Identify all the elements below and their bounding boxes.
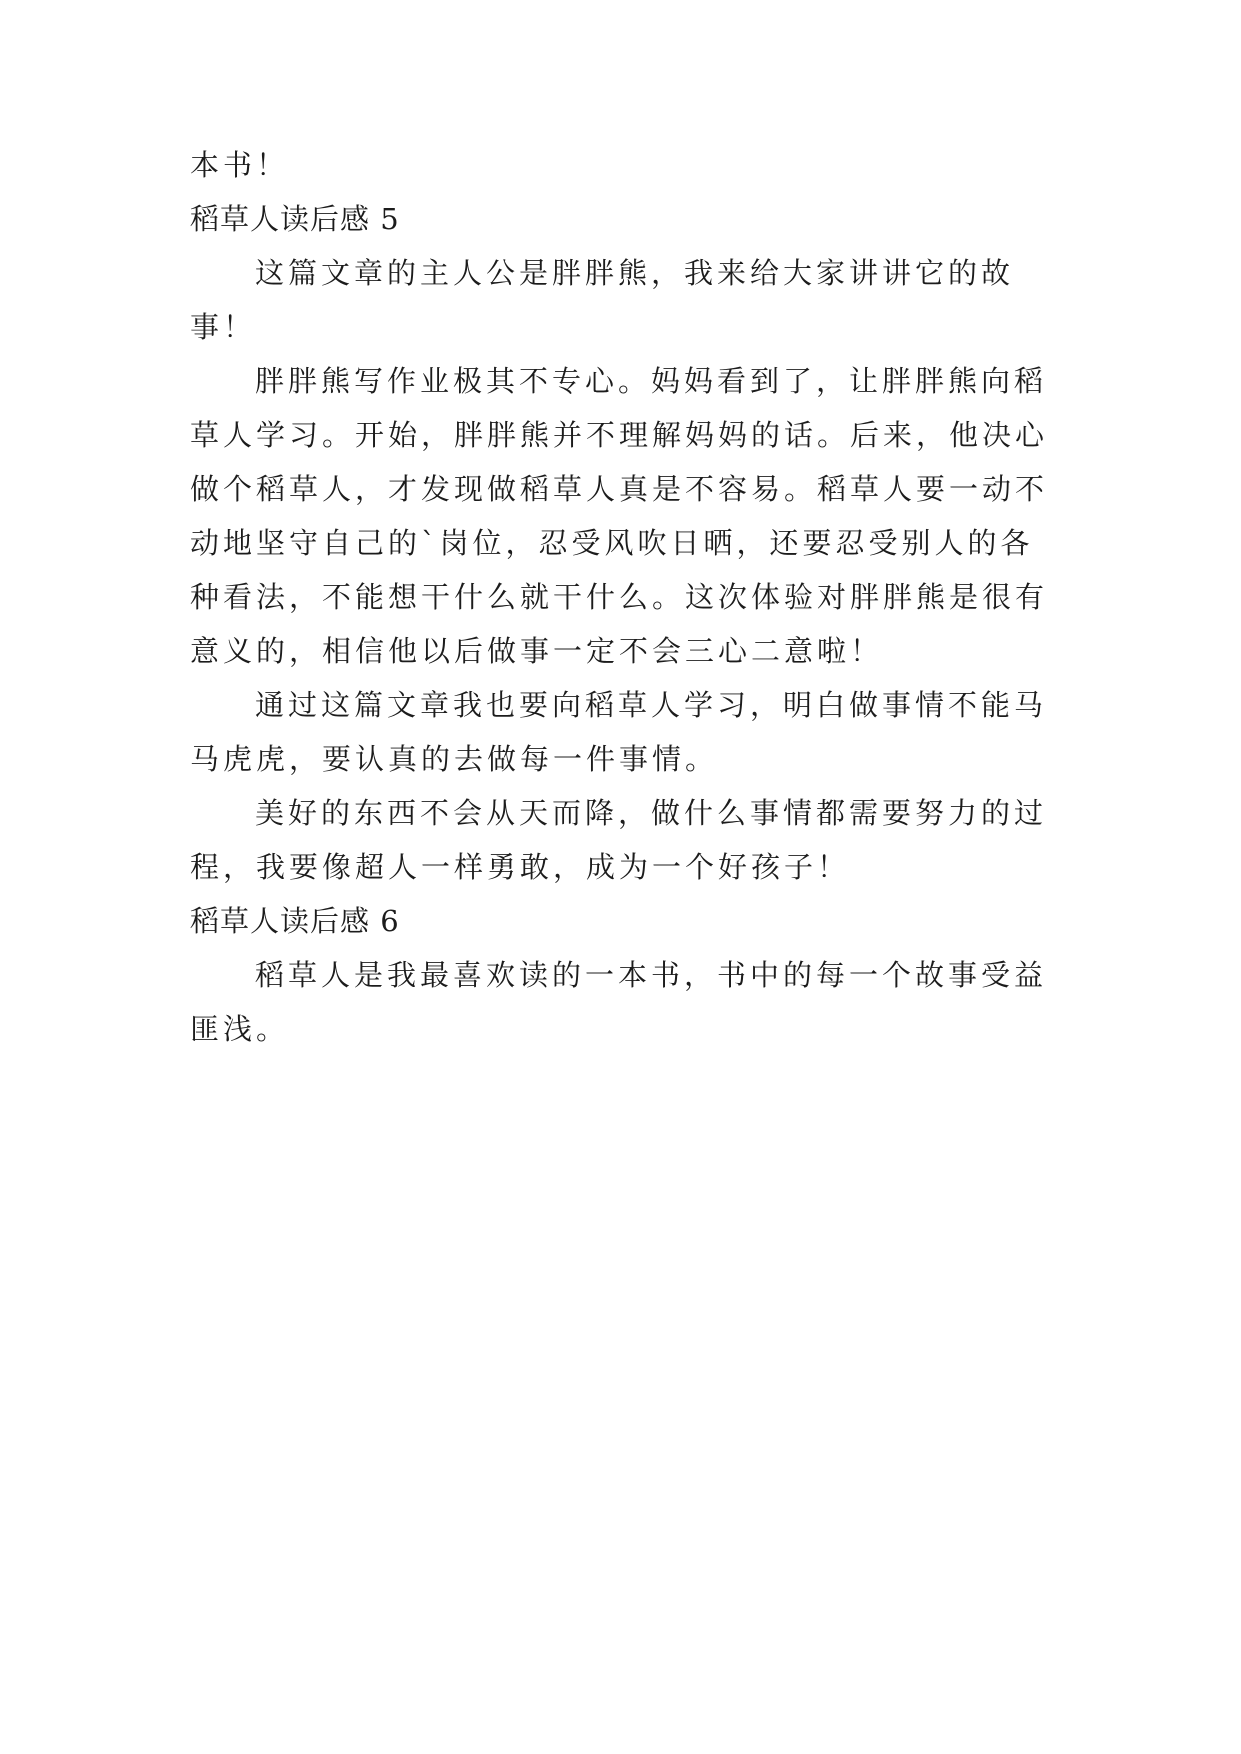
- paragraph-continuation: 本书！: [190, 148, 290, 182]
- paragraph-line: 马虎虎，要认真的去做每一件事情。: [190, 742, 719, 776]
- paragraph-line: 意义的，相信他以后做事一定不会三心二意啦！: [190, 634, 884, 668]
- paragraph-line: 匪浅。: [190, 1012, 290, 1046]
- section-heading: 稻草人读后感 5: [190, 202, 400, 236]
- paragraph-line: 草人学习。开始，胖胖熊并不理解妈妈的话。后来，他决心: [190, 418, 1049, 452]
- paragraph-line: 这篇文章的主人公是胖胖熊，我来给大家讲讲它的故: [255, 256, 1015, 290]
- section-heading: 稻草人读后感 6: [190, 904, 400, 938]
- paragraph-line: 胖胖熊写作业极其不专心。妈妈看到了，让胖胖熊向稻: [255, 364, 1048, 398]
- paragraph-line: 美好的东西不会从天而降，做什么事情都需要努力的过: [255, 796, 1048, 830]
- paragraph-line: 种看法，不能想干什么就干什么。这次体验对胖胖熊是很有: [190, 580, 1049, 614]
- paragraph-line: 事！: [190, 310, 257, 344]
- paragraph-line: 通过这篇文章我也要向稻草人学习，明白做事情不能马: [255, 688, 1048, 722]
- paragraph-line: 动地坚守自己的`岗位，忍受风吹日晒，还要忍受别人的各: [190, 526, 1034, 560]
- paragraph-line: 稻草人是我最喜欢读的一本书，书中的每一个故事受益: [255, 958, 1048, 992]
- paragraph-line: 做个稻草人，才发现做稻草人真是不容易。稻草人要一动不: [190, 472, 1049, 506]
- paragraph-line: 程，我要像超人一样勇敢，成为一个好孩子！: [190, 850, 851, 884]
